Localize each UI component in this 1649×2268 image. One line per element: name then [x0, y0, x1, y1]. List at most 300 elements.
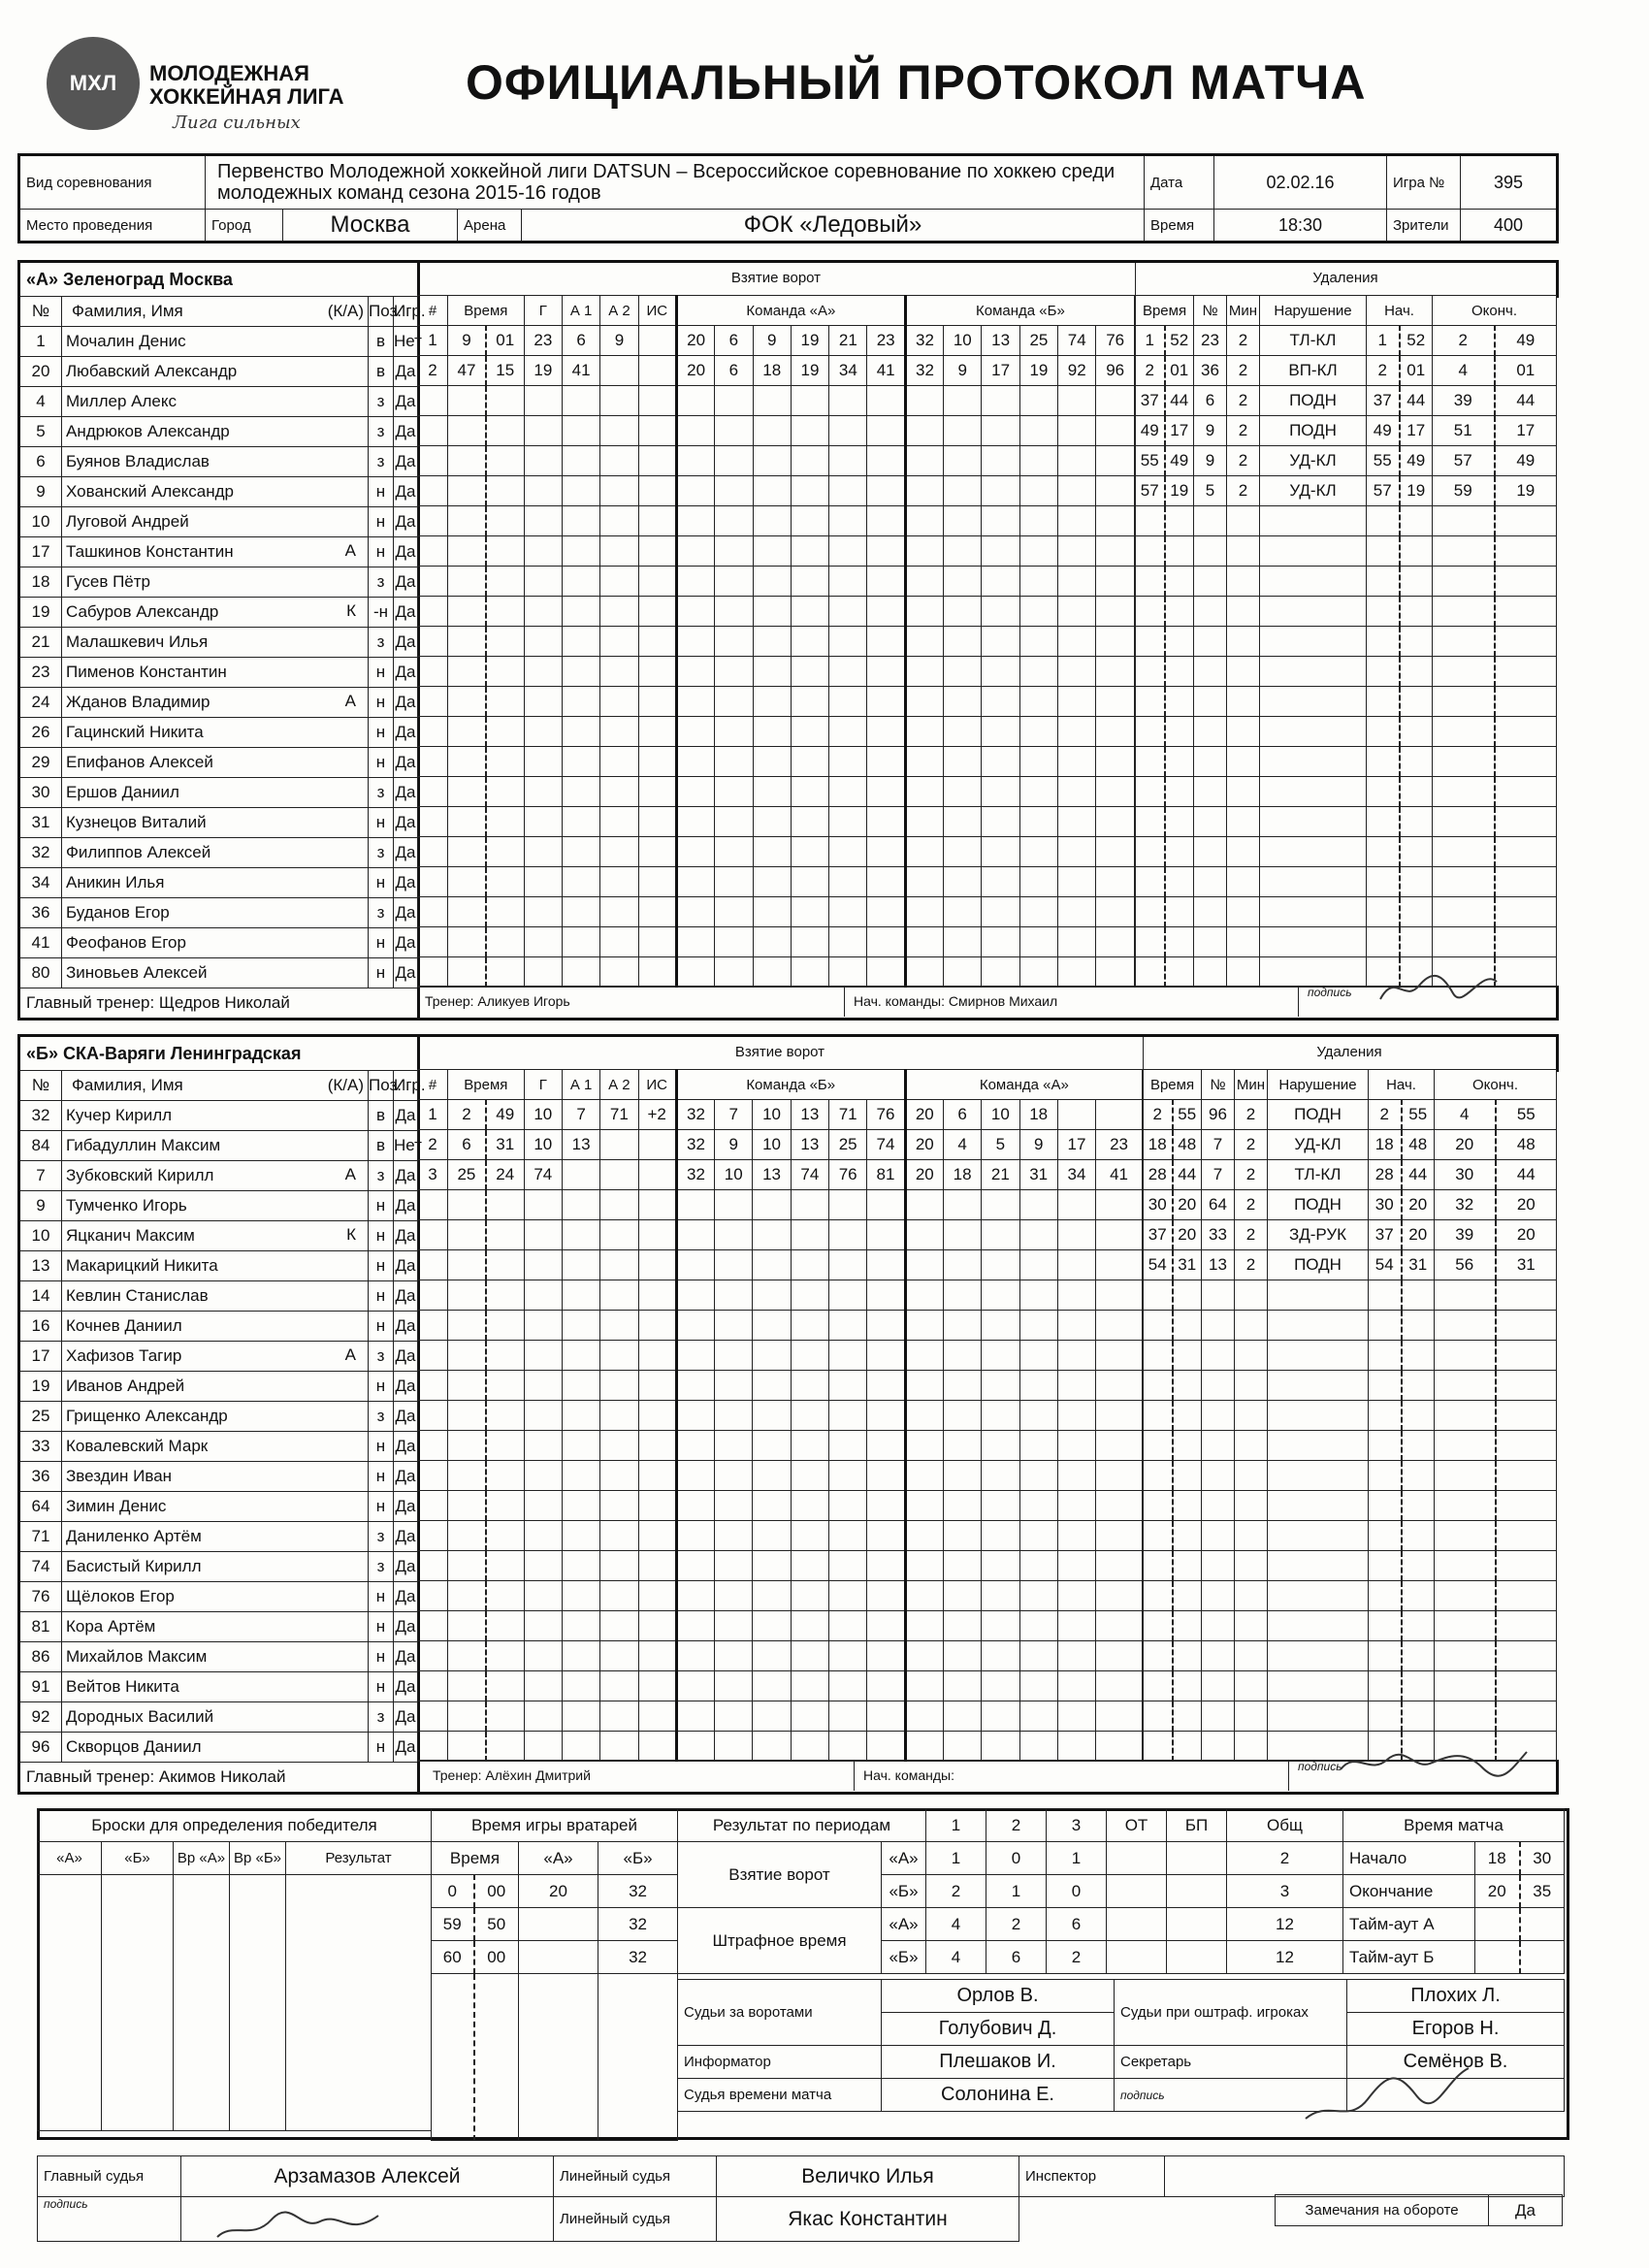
penalty-row [1136, 717, 1557, 747]
goal-assist-2 [600, 927, 638, 957]
goal-assist-1 [562, 446, 599, 476]
goal-row [418, 1401, 1143, 1431]
onice-own [753, 627, 791, 657]
onice-opp [982, 1401, 1019, 1431]
team-b-player-row [19, 1733, 419, 1763]
onice-opp [1096, 567, 1135, 597]
goal-second [486, 1521, 524, 1551]
goal-situation [638, 627, 676, 657]
goal-situation [638, 1491, 676, 1521]
goal-number [418, 386, 448, 416]
goalie-time-row [432, 1908, 678, 1941]
onice-own [753, 1401, 791, 1431]
goals-a-p2: 0 [986, 1842, 1047, 1875]
penalty-minute [1136, 597, 1165, 627]
team-b-player-row [19, 1281, 419, 1312]
goal-row [418, 597, 1135, 627]
onice-opp [944, 717, 982, 747]
onice-opp [944, 927, 982, 957]
goal-assist-1 [562, 777, 599, 807]
onice-opp [1057, 1431, 1095, 1461]
onice-opp [1019, 807, 1057, 837]
onice-own [791, 446, 828, 476]
onice-own [791, 1551, 828, 1581]
penalty-start-min: 28 [1369, 1160, 1402, 1190]
penalty-second [1165, 927, 1194, 957]
gk-col-time: Время [432, 1842, 519, 1875]
goal-second [486, 1732, 524, 1762]
goal-situation [638, 1401, 676, 1431]
onice-opp [1096, 777, 1135, 807]
onice-own [791, 1401, 828, 1431]
team-b-player-row [19, 1462, 419, 1492]
goal-situation [638, 837, 676, 867]
penalty-end-sec: 44 [1495, 386, 1557, 416]
linesman-1-name: Величко Илья [717, 2156, 1019, 2197]
penalty-player [1194, 627, 1227, 657]
goal-second [486, 1461, 524, 1491]
goal-scorer [524, 627, 562, 657]
onice-own [676, 1371, 714, 1401]
penalty-end-sec [1496, 1341, 1557, 1371]
player-name-text: Малашкевич Илья [66, 632, 209, 651]
onice-own [753, 386, 791, 416]
penalty-end-min [1433, 567, 1495, 597]
goal-scorer: 74 [524, 1160, 562, 1190]
onice-opp: 10 [944, 326, 982, 356]
team-a-player-row [19, 628, 419, 658]
goal-minute [448, 1250, 486, 1280]
penalty-end-min [1433, 687, 1495, 717]
penalty-player: 9 [1194, 416, 1227, 446]
player-name-text: Иванов Андрей [66, 1377, 185, 1395]
gk-minute: 60 [432, 1941, 474, 1974]
player-number: 13 [19, 1251, 62, 1281]
pim-label: Штрафное время [678, 1908, 882, 1974]
player-name-text: Макарицкий Никита [66, 1256, 218, 1275]
team-a-player-row [19, 928, 419, 958]
city-value: Москва [283, 210, 458, 243]
onice-opp [1058, 957, 1096, 988]
onice-own [867, 1401, 905, 1431]
penalty-minute [1136, 927, 1165, 957]
player-played: Да [394, 447, 419, 477]
penalty-infraction [1268, 1521, 1369, 1551]
onice-opp [943, 1581, 981, 1611]
goal-assist-1 [562, 1190, 599, 1220]
onice-opp [943, 1431, 981, 1461]
penalty-minute [1136, 957, 1165, 988]
penalty-row [1144, 1521, 1557, 1551]
onice-opp [1058, 717, 1096, 747]
goal-scorer [524, 957, 562, 988]
goal-row [418, 897, 1135, 927]
goal-second [486, 837, 524, 867]
onice-opp [982, 777, 1019, 807]
onice-own [715, 476, 753, 506]
pim-a-bp [1167, 1908, 1227, 1941]
goal-number [418, 1701, 448, 1732]
goal-assist-1 [562, 1611, 599, 1641]
penalty-start-sec [1400, 536, 1433, 567]
penalty-start-min [1367, 506, 1400, 536]
col-pen-min: Мин [1227, 296, 1260, 326]
goal-second [486, 657, 524, 687]
penalty-minutes: 2 [1235, 1220, 1268, 1250]
player-position: н [369, 1733, 394, 1763]
onice-opp [943, 1521, 981, 1551]
penalty-minutes [1235, 1701, 1268, 1732]
goal-assist-2 [600, 476, 638, 506]
goal-minute [448, 747, 486, 777]
penalty-row [1136, 326, 1557, 356]
penalty-start-sec [1402, 1401, 1435, 1431]
goal-minute [448, 627, 486, 657]
team-a-team-chief: Нач. команды: Смирнов Михаил [854, 993, 1058, 1009]
penalty-end-min [1433, 897, 1495, 927]
onice-own [867, 446, 905, 476]
onice-opp [982, 1671, 1019, 1701]
penalty-player [1194, 807, 1227, 837]
goal-assist-2 [600, 1371, 638, 1401]
onice-opp [1096, 1401, 1143, 1431]
onice-opp [1019, 416, 1057, 446]
penalty-second [1165, 597, 1194, 627]
onice-opp [1057, 1611, 1095, 1641]
player-position: в [369, 1131, 394, 1161]
goals-label: Взятие ворот [678, 1842, 882, 1908]
onice-own: 13 [753, 1160, 791, 1190]
goal-situation: +2 [638, 1100, 676, 1130]
player-number: 19 [19, 1372, 62, 1402]
onice-own [715, 717, 753, 747]
penalty-row [1136, 446, 1557, 476]
player-name-text: Ташкинов Константин [66, 542, 234, 561]
team-b-player-row [19, 1191, 419, 1221]
penalty-start-sec: 44 [1400, 386, 1433, 416]
player-number: 81 [19, 1612, 62, 1642]
onice-own [753, 867, 791, 897]
player-name-text: Миллер Алекс [66, 392, 177, 410]
onice-own [791, 1341, 828, 1371]
player-played: Да [394, 808, 419, 838]
player-position: з [369, 898, 394, 928]
player-name [62, 1251, 369, 1281]
penalty-start-min [1367, 627, 1400, 657]
onice-own [676, 657, 714, 687]
player-name [62, 628, 369, 658]
penalty-minutes: 2 [1227, 356, 1260, 386]
penalty-start-sec [1400, 657, 1433, 687]
player-name-text: Кучер Кирилл [66, 1106, 173, 1124]
goal-row [418, 837, 1135, 867]
team-a-player-row [19, 357, 419, 387]
penalty-minute [1136, 747, 1165, 777]
match-end-label: Окончание [1343, 1875, 1475, 1908]
onice-opp [1096, 1491, 1143, 1521]
penalty-minute [1136, 867, 1165, 897]
onice-opp [1058, 897, 1096, 927]
onice-opp [905, 1521, 943, 1551]
goal-second [486, 476, 524, 506]
onice-own [676, 1341, 714, 1371]
penalty-infraction [1260, 927, 1367, 957]
player-played: Да [394, 1221, 419, 1251]
onice-own [829, 957, 867, 988]
onice-opp [943, 1250, 981, 1280]
col-no: № [19, 297, 62, 327]
onice-own [867, 1491, 905, 1521]
captain-mark: А [344, 541, 356, 560]
penalty-end-min: 59 [1433, 476, 1495, 506]
goal-assist-2 [600, 1431, 638, 1461]
player-name [62, 1281, 369, 1312]
onice-opp [1096, 957, 1135, 988]
penalty-end-sec [1495, 717, 1557, 747]
penalty-minute: 1 [1136, 326, 1165, 356]
captain-mark: К [346, 601, 356, 620]
goals-a-ot [1107, 1842, 1167, 1875]
goal-assist-2 [600, 1611, 638, 1641]
penalty-player [1202, 1431, 1235, 1461]
goal-assist-1 [562, 1220, 599, 1250]
onice-own [829, 777, 867, 807]
col-g: Г [524, 296, 562, 326]
onice-own [791, 687, 828, 717]
onice-own [676, 1220, 714, 1250]
pim-b-p2: 6 [986, 1941, 1047, 1974]
penalty-minute [1136, 777, 1165, 807]
goal-number [418, 657, 448, 687]
goal-situation [638, 1701, 676, 1732]
onice-opp [1096, 1701, 1143, 1732]
goal-assist-1 [562, 1701, 599, 1732]
goal-row [418, 657, 1135, 687]
player-name-text: Гусев Пётр [66, 572, 151, 591]
penalty-infraction: УД-КЛ [1260, 476, 1367, 506]
goal-scorer [524, 777, 562, 807]
penalty-second [1165, 717, 1194, 747]
onice-opp [944, 837, 982, 867]
penalty-player [1194, 957, 1227, 988]
onice-own: 13 [791, 1100, 828, 1130]
onice-own: 41 [867, 356, 905, 386]
onice-opp [1096, 687, 1135, 717]
player-position: н [369, 507, 394, 537]
goal-assist-2 [600, 807, 638, 837]
onice-opp: 74 [1058, 326, 1096, 356]
penalty-player: 6 [1194, 386, 1227, 416]
onice-own [715, 1280, 753, 1311]
onice-own [829, 1311, 867, 1341]
penalty-second [1165, 897, 1194, 927]
goal-minute [448, 897, 486, 927]
goal-scorer [524, 1521, 562, 1551]
logo-text: МХЛ [69, 71, 117, 95]
penalty-player: 33 [1202, 1220, 1235, 1250]
onice-own: 13 [791, 1130, 828, 1160]
team-b-block [17, 1034, 1556, 1800]
penalty-player [1194, 567, 1227, 597]
penalty-player [1202, 1311, 1235, 1341]
onice-own [791, 927, 828, 957]
onice-own [753, 717, 791, 747]
onice-own [829, 627, 867, 657]
goal-number: 1 [418, 1100, 448, 1130]
penalty-end-min [1433, 506, 1495, 536]
penalty-end-sec [1496, 1371, 1557, 1401]
goal-second [486, 567, 524, 597]
onice-own [753, 1190, 791, 1220]
player-played: Да [394, 1342, 419, 1372]
player-played: Да [394, 1702, 419, 1733]
onice-opp [905, 1671, 943, 1701]
onice-own [715, 1551, 753, 1581]
goal-judge-1: Орлов В. [882, 1980, 1115, 2013]
onice-opp [905, 1311, 943, 1341]
penalty-minutes [1227, 506, 1260, 536]
onice-own [676, 1732, 714, 1762]
penalty-end-min: 39 [1433, 386, 1495, 416]
onice-opp [1019, 1311, 1057, 1341]
penalty-row [1144, 1311, 1557, 1341]
player-played: Нет [394, 327, 419, 357]
player-number: 5 [19, 417, 62, 447]
penalty-end-min [1435, 1671, 1496, 1701]
penalty-end-min [1433, 747, 1495, 777]
so-col-vr-a: Вр «А» [174, 1842, 230, 1875]
penalty-second [1173, 1551, 1202, 1581]
onice-opp [1019, 1401, 1057, 1431]
penalty-start-sec [1400, 927, 1433, 957]
onice-own [753, 687, 791, 717]
col-team-a-onice: Команда «А» [905, 1070, 1142, 1100]
goal-situation [638, 957, 676, 988]
goal-row [418, 1280, 1143, 1311]
penalty-start-sec [1402, 1521, 1435, 1551]
onice-own [753, 1341, 791, 1371]
player-played: Да [394, 1522, 419, 1552]
onice-opp [1058, 867, 1096, 897]
onice-opp: 9 [944, 356, 982, 386]
penalty-end-sec [1495, 837, 1557, 867]
goal-second [486, 446, 524, 476]
goal-number: 2 [418, 356, 448, 386]
goal-assist-2 [600, 777, 638, 807]
goal-minute [448, 1521, 486, 1551]
goal-situation [638, 927, 676, 957]
penalty-start-sec [1402, 1431, 1435, 1461]
goal-situation [638, 897, 676, 927]
onice-own [753, 1611, 791, 1641]
penalty-end-sec: 48 [1496, 1130, 1557, 1160]
onice-own [791, 1641, 828, 1671]
penalty-start-sec: 20 [1402, 1190, 1435, 1220]
penalty-start-min [1367, 597, 1400, 627]
onice-own [867, 1250, 905, 1280]
penalty-player [1202, 1341, 1235, 1371]
goal-assist-2 [600, 627, 638, 657]
penalty-row [1136, 657, 1557, 687]
team-b-player-row [19, 1101, 419, 1131]
player-name [62, 868, 369, 898]
player-name [62, 1191, 369, 1221]
player-name-text: Дородных Василий [66, 1707, 214, 1726]
penalty-end-min: 32 [1435, 1190, 1496, 1220]
onice-own [867, 1671, 905, 1701]
player-played: Да [394, 1642, 419, 1672]
goal-assist-1 [562, 1371, 599, 1401]
onice-opp [982, 476, 1019, 506]
goal-row [418, 1160, 1143, 1190]
onice-opp [1057, 1100, 1095, 1130]
onice-own [867, 1732, 905, 1762]
pim-b-ot [1107, 1941, 1167, 1974]
onice-own [867, 1371, 905, 1401]
goal-situation [638, 657, 676, 687]
penalty-minutes [1227, 957, 1260, 988]
player-number: 17 [19, 1342, 62, 1372]
onice-own [753, 1641, 791, 1671]
penalty-minutes [1235, 1371, 1268, 1401]
goal-scorer [524, 1401, 562, 1431]
goal-second [486, 1671, 524, 1701]
onice-opp [1057, 1641, 1095, 1671]
player-name-text: Зимин Денис [66, 1497, 167, 1515]
penalty-minutes [1227, 777, 1260, 807]
onice-own [676, 536, 714, 567]
player-name [62, 748, 369, 778]
onice-opp [905, 1371, 943, 1401]
goal-number [418, 476, 448, 506]
onice-opp [905, 1190, 943, 1220]
player-name [62, 1612, 369, 1642]
penalty-end-sec [1496, 1401, 1557, 1431]
player-name-text: Щёлоков Егор [66, 1587, 175, 1605]
onice-own [715, 1431, 753, 1461]
onice-own [791, 1280, 828, 1311]
penalty-minutes: 2 [1235, 1160, 1268, 1190]
player-name [62, 898, 369, 928]
player-played: Да [394, 1552, 419, 1582]
penalty-end-sec [1496, 1311, 1557, 1341]
gk-minute: 59 [432, 1908, 474, 1941]
onice-opp: 13 [982, 326, 1019, 356]
penalty-start-sec [1402, 1491, 1435, 1521]
onice-opp [943, 1461, 981, 1491]
onice-opp [1019, 1581, 1057, 1611]
onice-opp [982, 1190, 1019, 1220]
penalty-end-sec [1495, 747, 1557, 777]
penalty-start-min [1369, 1671, 1402, 1701]
player-played: Да [394, 868, 419, 898]
onice-own [867, 416, 905, 446]
player-played: Да [394, 1733, 419, 1763]
penalty-infraction: ПОДН [1268, 1100, 1369, 1130]
goal-assist-2 [600, 1491, 638, 1521]
onice-own [753, 1701, 791, 1732]
onice-opp [982, 1280, 1019, 1311]
goal-scorer: 23 [524, 326, 562, 356]
onice-opp: 23 [1096, 1130, 1143, 1160]
goal-scorer [524, 1732, 562, 1762]
onice-own [753, 1250, 791, 1280]
penalty-second: 17 [1165, 416, 1194, 446]
onice-opp [905, 1280, 943, 1311]
penalty-end-min: 4 [1433, 356, 1495, 386]
onice-opp [944, 867, 982, 897]
penalty-row [1144, 1461, 1557, 1491]
